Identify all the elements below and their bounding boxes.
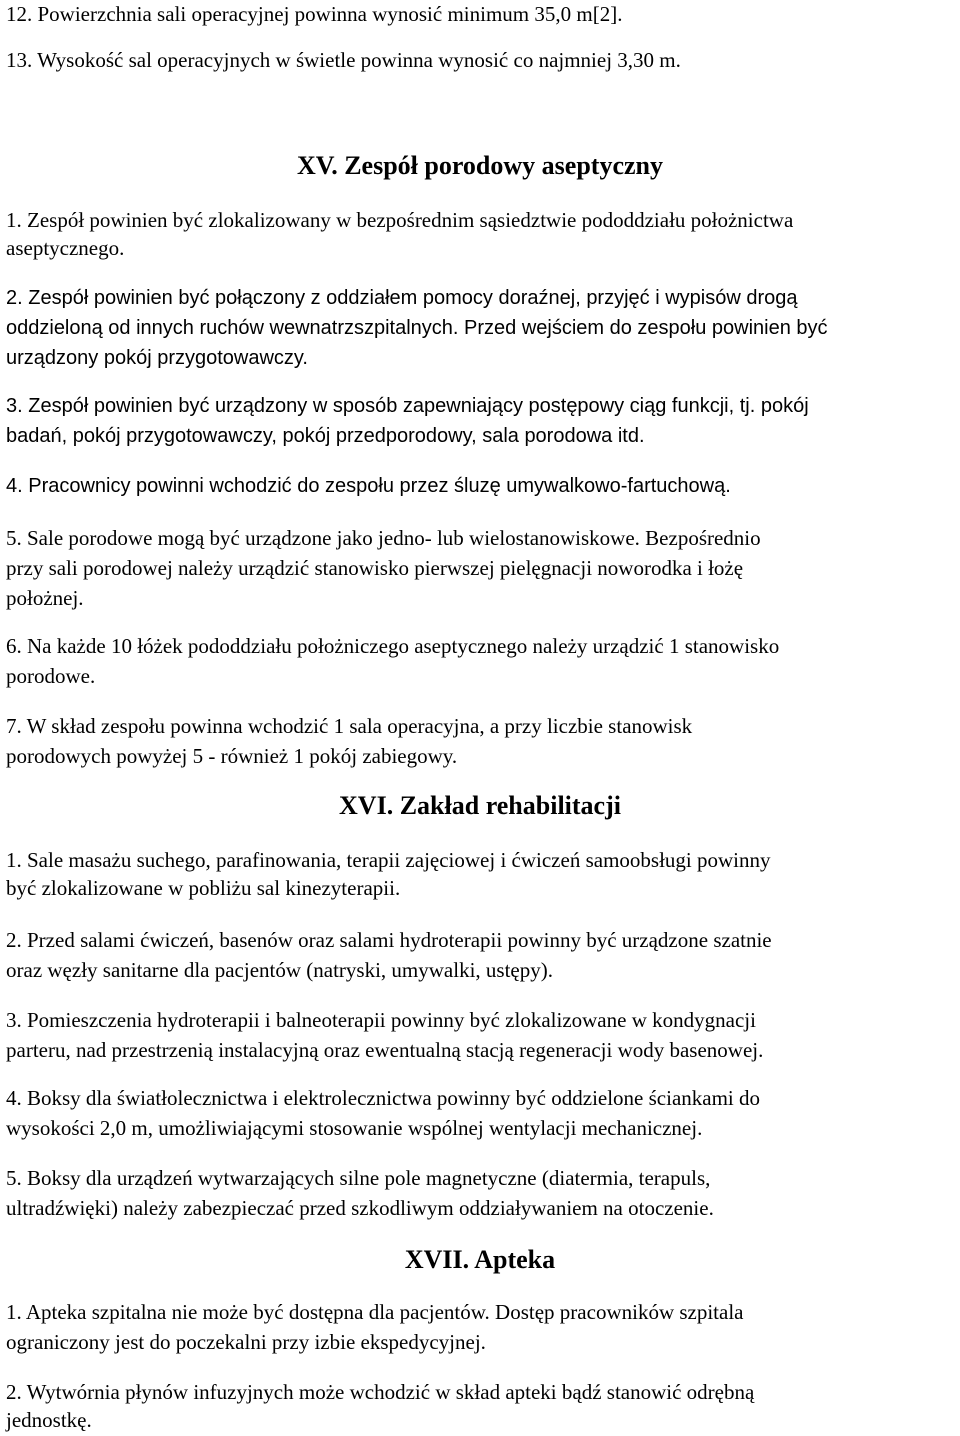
paragraph-xvi-2-line-2: oraz węzły sanitarne dla pacjentów (natryski, umywalki, ustępy). [6, 958, 553, 982]
paragraph-xvi-5-line-2: ultradźwięki) należy zabezpieczać przed szkodliwym oddziaływaniem na otoczenie. [6, 1196, 714, 1220]
paragraph-xvi-4-line-1: 4. Boksy dla światłolecznictwa i elektrolecznictwa powinny być oddzielone ściankami do [6, 1086, 761, 1110]
paragraph-xvii-1-line-1: 1. Apteka szpitalna nie może być dostępna dla pacjentów. Dostęp pracowników szpitala [6, 1300, 744, 1324]
paragraph-xv-2-line-1: 2. Zespół powinien być połączony z oddziałem pomocy doraźnej, przyjęć i wypisów drogą [6, 287, 798, 309]
paragraph-xv-1-line-2: aseptycznego. [6, 236, 125, 260]
paragraph-xvii-2-line-1: 2. Wytwórnia płynów infuzyjnych może wchodzić w skład apteki bądź stanowić odrębną [6, 1380, 755, 1404]
paragraph-xiv-13: 13. Wysokość sal operacyjnych w świetle powinna wynosić co najmniej 3,30 m. [6, 48, 681, 72]
paragraph-xvii-1-line-2: ograniczony jest do poczekalni przy izbie ekspedycyjnej. [6, 1330, 486, 1354]
paragraph-xvi-3-line-2: parteru, nad przestrzenią instalacyjną oraz ewentualną stacją regeneracji wody basenowej. [6, 1038, 764, 1062]
paragraph-xvi-3-line-1: 3. Pomieszczenia hydroterapii i balneoterapii powinny być zlokalizowane w kondygnacji [6, 1008, 756, 1032]
paragraph-xiv-12: 12. Powierzchnia sali operacyjnej powinna wynosić minimum 35,0 m[2]. [6, 2, 623, 26]
paragraph-xv-5-line-3: położnej. [6, 586, 84, 610]
paragraph-xv-7-line-1: 7. W skład zespołu powinna wchodzić 1 sala operacyjna, a przy liczbie stanowisk [6, 714, 693, 738]
paragraph-xv-4-line-1: 4. Pracownicy powinni wchodzić do zespołu przez śluzę umywalkowo-fartuchową. [6, 475, 731, 497]
paragraph-xv-6-line-2: porodowe. [6, 664, 96, 688]
paragraph-xv-5-line-1: 5. Sale porodowe mogą być urządzone jako jedno- lub wielostanowiskowe. Bezpośrednio [6, 526, 761, 550]
section-heading-xv: XV. Zespół porodowy aseptyczny [297, 151, 663, 180]
paragraph-xv-5-line-2: przy sali porodowej należy urządzić stanowisko pierwszej pielęgnacji noworodka i łożę [6, 556, 744, 580]
paragraph-xvi-1-line-2: być zlokalizowane w pobliżu sal kinezyterapii. [6, 876, 401, 900]
section-heading-xvii: XVII. Apteka [404, 1245, 556, 1274]
paragraph-xv-2-line-3: urządzony pokój przygotowawczy. [6, 347, 308, 369]
section-heading-xvi: XVI. Zakład rehabilitacji [339, 791, 621, 820]
paragraph-xvi-1-line-1: 1. Sale masażu suchego, parafinowania, terapii zajęciowej i ćwiczeń samoobsługi powinny [6, 848, 771, 872]
paragraph-xvi-5-line-1: 5. Boksy dla urządzeń wytwarzających silne pole magnetyczne (diatermia, terapuls, [6, 1166, 711, 1190]
paragraph-xvii-2-line-2: jednostkę. [6, 1408, 92, 1432]
paragraph-xv-2-line-2: oddzieloną od innych ruchów wewnatrzszpitalnych. Przed wejściem do zespołu powinien być [6, 317, 828, 339]
paragraph-xvi-4-line-2: wysokości 2,0 m, umożliwiającymi stosowanie wspólnej wentylacji mechanicznej. [6, 1116, 703, 1140]
paragraph-xv-3-line-1: 3. Zespół powinien być urządzony w sposób zapewniający postępowy ciąg funkcji, tj. pokój [6, 395, 809, 417]
paragraph-xv-6-line-1: 6. Na każde 10 łóżek pododdziału położniczego aseptycznego należy urządzić 1 stanowisko [6, 634, 780, 658]
paragraph-xvi-2-line-1: 2. Przed salami ćwiczeń, basenów oraz salami hydroterapii powinny być urządzone szatnie [6, 928, 772, 952]
paragraph-xv-3-line-2: badań, pokój przygotowawczy, pokój przedporodowy, sala porodowa itd. [6, 425, 645, 447]
paragraph-xv-1-line-1: 1. Zespół powinien być zlokalizowany w bezpośrednim sąsiedztwie pododdziału położnictwa [6, 208, 794, 232]
paragraph-xv-7-line-2: porodowych powyżej 5 - również 1 pokój zabiegowy. [6, 744, 458, 768]
